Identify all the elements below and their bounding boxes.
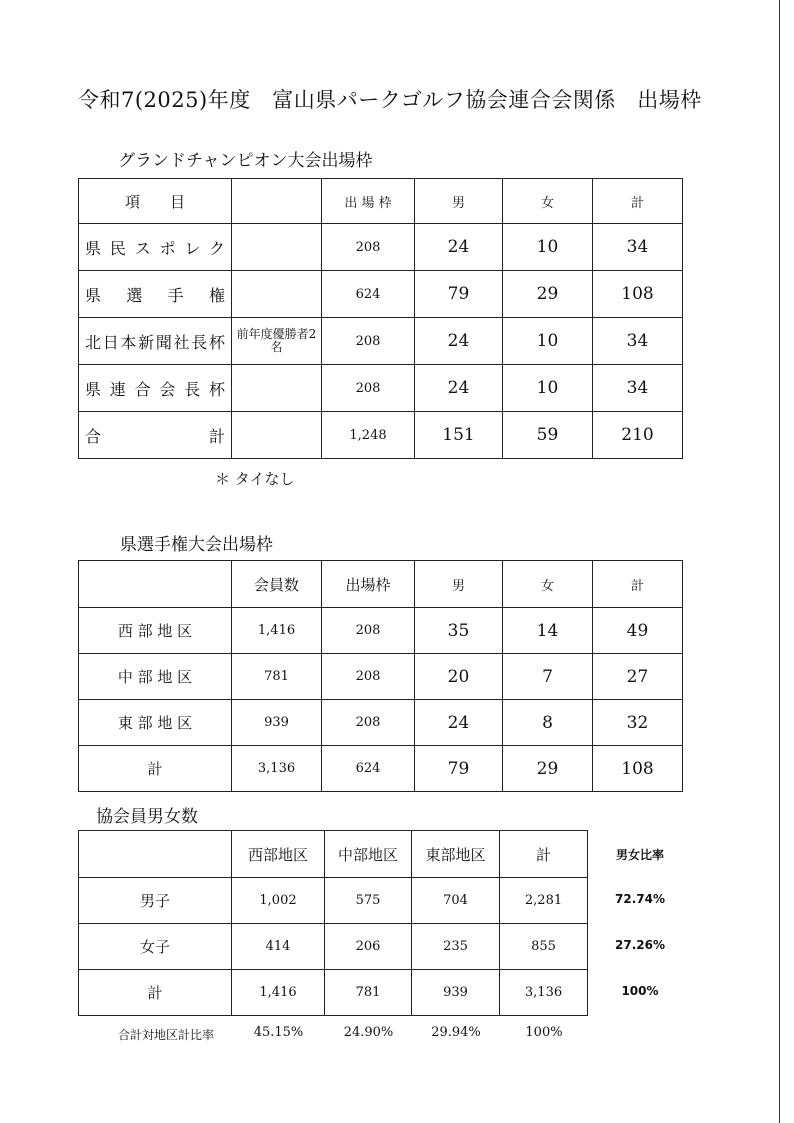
table-total-row — [79, 746, 683, 792]
row-central: 206 — [325, 924, 412, 970]
row-male: 79 — [415, 271, 503, 318]
table-header-row — [79, 561, 683, 608]
row-note: 前年度優勝者2名 — [232, 318, 322, 365]
footnote: ＊ タイなし — [215, 470, 295, 488]
row-label: 計 — [79, 970, 232, 1016]
row-female: 29 — [503, 746, 593, 792]
row-members: 939 — [232, 700, 322, 746]
row-female: 8 — [503, 700, 593, 746]
table-row — [79, 878, 588, 924]
row-male: 24 — [415, 224, 503, 271]
header-blank — [79, 561, 232, 608]
row-label: 北日本新聞社長杯 — [79, 318, 232, 365]
row-west: 1,002 — [232, 878, 325, 924]
table-row — [79, 654, 683, 700]
table-row — [79, 700, 683, 746]
scan-edge-line — [779, 0, 780, 1123]
row-quota: 208 — [322, 608, 415, 654]
header-male: 男 — [415, 179, 503, 224]
row-west: 414 — [232, 924, 325, 970]
header-west: 西部地区 — [232, 831, 325, 878]
row-total: 34 — [593, 224, 683, 271]
row-quota: 208 — [322, 700, 415, 746]
row-label: 男子 — [79, 878, 232, 924]
row-total: 108 — [593, 746, 683, 792]
row-female: 10 — [503, 365, 593, 412]
table-row — [79, 365, 683, 412]
row-total: 108 — [593, 271, 683, 318]
header-quota: 出 場 枠 — [322, 179, 415, 224]
table-total-row — [79, 412, 683, 459]
row-members: 1,416 — [232, 608, 322, 654]
header-quota: 出場枠 — [322, 561, 415, 608]
row-central: 781 — [325, 970, 412, 1016]
page-title: 令和7(2025)年度 富山県パークゴルフ協会連合会関係 出場枠 — [78, 88, 702, 112]
grand-champion-heading: グランドチャンピオン大会出場枠 — [118, 151, 373, 171]
header-female: 女 — [503, 561, 593, 608]
table-total-row — [79, 970, 588, 1016]
row-quota: 208 — [322, 654, 415, 700]
district-ratio-west: 45.15% — [253, 1025, 304, 1040]
table-row — [79, 271, 683, 318]
row-east: 704 — [412, 878, 500, 924]
row-total: 3,136 — [500, 970, 588, 1016]
association-members-heading: 協会員男女数 — [96, 807, 198, 827]
row-female: 10 — [503, 318, 593, 365]
district-ratio-central: 24.90% — [343, 1025, 394, 1040]
row-quota: 208 — [322, 365, 415, 412]
row-label: 中 部 地 区 — [79, 654, 232, 700]
gender-ratio-female: 27.26% — [615, 938, 665, 952]
header-total: 計 — [593, 179, 683, 224]
row-male: 35 — [415, 608, 503, 654]
prefectural-championship-heading: 県選手権大会出場枠 — [120, 535, 273, 555]
header-members: 会員数 — [232, 561, 322, 608]
header-blank — [79, 831, 232, 878]
row-female: 29 — [503, 271, 593, 318]
row-label: 県連合会長杯 — [79, 365, 232, 412]
row-label: 県選手権 — [79, 271, 232, 318]
row-total: 34 — [593, 365, 683, 412]
row-male: 24 — [415, 700, 503, 746]
row-quota: 624 — [322, 746, 415, 792]
row-total: 2,281 — [500, 878, 588, 924]
row-total: 49 — [593, 608, 683, 654]
gender-ratio-header: 男女比率 — [615, 848, 664, 862]
row-female: 59 — [503, 412, 593, 459]
row-male: 24 — [415, 365, 503, 412]
row-east: 235 — [412, 924, 500, 970]
row-quota: 1,248 — [322, 412, 415, 459]
header-item: 項 目 — [79, 179, 232, 224]
row-male: 151 — [415, 412, 503, 459]
row-members: 781 — [232, 654, 322, 700]
district-ratio-label: 合計対地区計比率 — [118, 1028, 215, 1042]
gender-ratio-total: 100% — [621, 984, 659, 998]
row-female: 10 — [503, 224, 593, 271]
row-quota: 208 — [322, 224, 415, 271]
header-total: 計 — [500, 831, 588, 878]
header-male: 男 — [415, 561, 503, 608]
row-male: 20 — [415, 654, 503, 700]
header-female: 女 — [503, 179, 593, 224]
row-male: 24 — [415, 318, 503, 365]
row-label: 東 部 地 区 — [79, 700, 232, 746]
table-row — [79, 224, 683, 271]
row-male: 79 — [415, 746, 503, 792]
table-row — [79, 924, 588, 970]
header-east: 東部地区 — [412, 831, 500, 878]
row-label: 県民スポレク — [79, 224, 232, 271]
row-total: 210 — [593, 412, 683, 459]
prefectural-championship-table — [78, 560, 683, 792]
header-note — [232, 179, 322, 224]
row-female: 14 — [503, 608, 593, 654]
table-row — [79, 318, 683, 365]
district-ratio-total: 100% — [525, 1025, 563, 1040]
district-ratio-east: 29.94% — [431, 1025, 481, 1040]
grand-champion-table — [78, 178, 683, 459]
row-west: 1,416 — [232, 970, 325, 1016]
row-female: 7 — [503, 654, 593, 700]
header-central: 中部地区 — [325, 831, 412, 878]
row-label: 計 — [79, 746, 232, 792]
row-quota: 624 — [322, 271, 415, 318]
table-row — [79, 608, 683, 654]
header-total: 計 — [593, 561, 683, 608]
row-label: 女子 — [79, 924, 232, 970]
row-note — [232, 271, 322, 318]
row-note — [232, 224, 322, 271]
row-members: 3,136 — [232, 746, 322, 792]
row-central: 575 — [325, 878, 412, 924]
row-quota: 208 — [322, 318, 415, 365]
row-east: 939 — [412, 970, 500, 1016]
row-note — [232, 412, 322, 459]
row-total: 34 — [593, 318, 683, 365]
row-total: 855 — [500, 924, 588, 970]
table-header-row — [79, 831, 588, 878]
row-label: 合計 — [79, 412, 232, 459]
row-total: 32 — [593, 700, 683, 746]
table-header-row — [79, 179, 683, 224]
association-members-table — [78, 830, 588, 1016]
row-total: 27 — [593, 654, 683, 700]
row-note — [232, 365, 322, 412]
row-label: 西 部 地 区 — [79, 608, 232, 654]
gender-ratio-male: 72.74% — [615, 892, 665, 906]
